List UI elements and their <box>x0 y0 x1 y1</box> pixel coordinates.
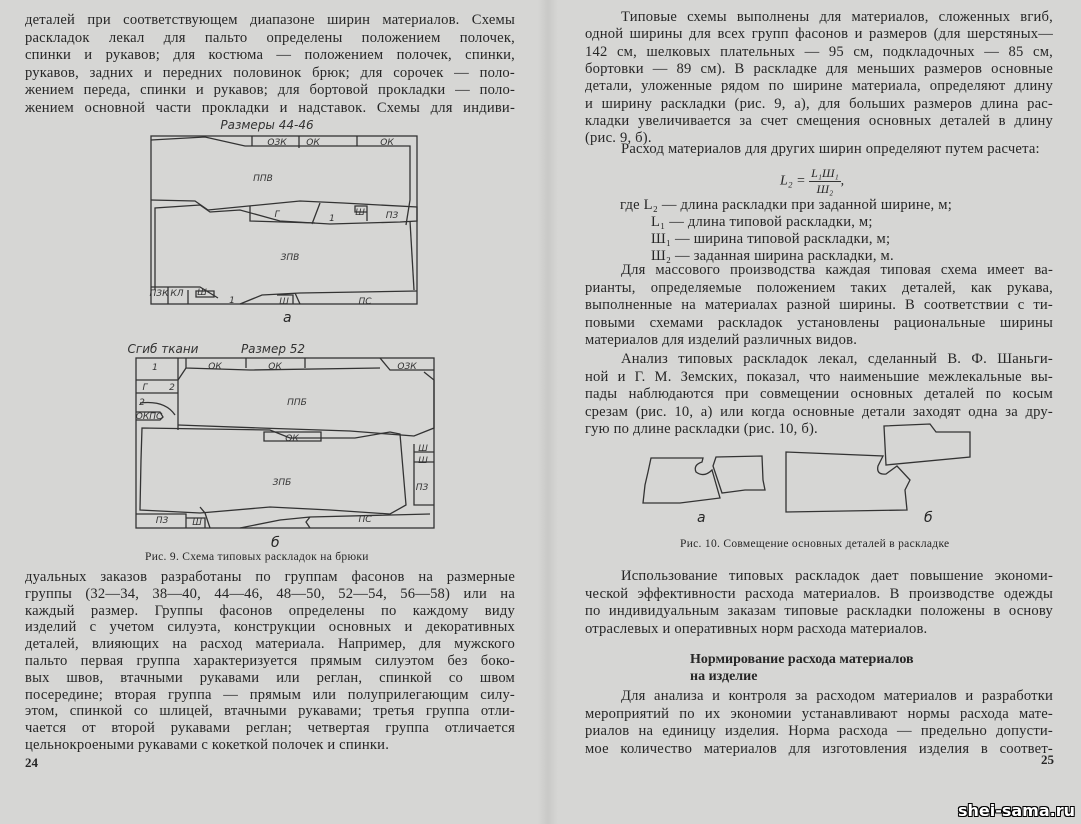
text-line: цельнокроеными рукавами с кокеткой полочек и спинки. <box>25 737 390 753</box>
figure-9a-part-label: Ш <box>197 288 207 298</box>
definition-line: Ш₁ — ширина типовой раскладки, м; <box>651 231 891 247</box>
text-line: группы (32—34, 38—40, 44—46, 48—50, 52—54, 56—58) или на <box>25 585 515 602</box>
text-line: Расход материалов для других ширин определяют путем расчета: <box>621 141 1040 157</box>
text-line: срезам (рис. 10, а) или когда основные детали заходят одна за дру- <box>585 403 1053 420</box>
text-line: (рис. 9, б). <box>585 130 652 147</box>
text-line: пальто первая группа характеризуется прямым силуэтом без боко- <box>25 653 515 669</box>
figure-9b-part-label: Г <box>142 383 148 393</box>
text-line: ческой эффективности расхода материалов. В производстве одежды <box>585 585 1053 602</box>
figure-10b-sub-label: б <box>924 510 933 526</box>
figure-9b-part-label: ОКПС <box>135 412 163 422</box>
figure-9b-part-label: ПС <box>358 515 372 525</box>
figure-10a-left-piece <box>643 458 720 503</box>
figure-9a-part-label: Ш <box>279 297 289 307</box>
figure-9b-part-label: ЗПБ <box>272 478 292 488</box>
formula-tail: , <box>840 173 845 189</box>
figure-9a-part-label: ПЗК <box>149 289 169 299</box>
text-line: детали, уложенные рядом по ширине материала, определяют длину <box>585 78 1053 95</box>
text-line: Использование типовых раскладок дает повышение экономи- <box>621 568 1053 584</box>
text-line: выполненные на материалах разной ширины. В соответствии с ти- <box>585 297 1053 314</box>
definition-line: где L₂ — длина раскладки при заданной ширине, м; <box>620 197 952 213</box>
text-line: Типовые схемы выполнены для материалов, сложенных вгиб, <box>621 9 1053 25</box>
text-line: 142 см, шелковых плательных — 95 см, подкладочных — 85 см, <box>585 43 1053 60</box>
formula-numerator: L₁Ш₁ <box>811 166 839 180</box>
figure-9a-part-label: ППВ <box>253 174 273 184</box>
figure-10a-sub-label: а <box>697 510 706 526</box>
text-line: пады наблюдаются при совмещении основных деталей по косым <box>585 386 1053 403</box>
text-line: Для массового производства каждая типовая схема имеет ва- <box>621 262 1053 278</box>
page-number-right: 25 <box>1041 752 1054 767</box>
figure-9a-part-label: ЗПВ <box>280 253 300 263</box>
figure-9b-part-label: ОЗК <box>397 362 417 372</box>
figure-9a-sub-label: а <box>283 310 292 326</box>
figure-10-caption: Рис. 10. Совмещение основных деталей в раскладке <box>680 538 950 550</box>
text-line: чается от второй рукавами реглан; четвертая группа отличается <box>25 720 515 737</box>
figure-9a-part-label: ПЗ <box>385 211 399 221</box>
figure-10b-base-piece <box>786 452 910 512</box>
figure-9a-part-label: КЛ <box>170 289 184 299</box>
text-line: риалов на единицу изделия. Норма расхода — предельно допусти- <box>585 723 1053 739</box>
figure-9b-part-label: ОК <box>268 362 282 372</box>
formula-denominator: Ш₂ <box>816 182 834 196</box>
figure-9b-part-label: ППБ <box>287 398 307 408</box>
figure-9a-part-label: Ш <box>355 208 365 218</box>
figure-9b-part-label: ПЗ <box>415 483 429 493</box>
text-line: Анализ типовых раскладок лекал, сделанный В. Ф. Шаньги- <box>621 351 1053 367</box>
watermark: shei-sama.ru <box>957 801 1075 820</box>
figure-9b-part-label: 2 <box>139 398 145 408</box>
figure-9b-part-label: ОК <box>285 434 299 444</box>
figure-9b-sub-label: б <box>271 535 280 551</box>
text-line: отраслевых и оперативных норм расхода материалов. <box>585 620 928 637</box>
text-line: гую по длине раскладки (рис. 10, б). <box>585 421 818 438</box>
text-line: спинки и рукавов; для костюма — положением полочек, спинки, <box>25 47 515 64</box>
formula-lhs: L₂ = <box>780 173 806 189</box>
figure-9b-part-label: 2 <box>169 383 175 393</box>
text-line: жением основной части прокладки и надставок. Схемы для индиви- <box>25 100 515 116</box>
text-line: материалов для изделий различных видов. <box>585 332 858 349</box>
text-line: Для анализа и контроля за расходом материалов и разработки <box>621 688 1053 704</box>
figure-9a-title: Размеры 44-46 <box>220 118 314 132</box>
figure-9b-part-label: 1 <box>152 363 158 373</box>
figure-9b-part-label: ОК <box>208 362 222 372</box>
figure-9a-part-label: ОК <box>380 138 394 148</box>
definition-line: L₁ — длина типовой раскладки, м; <box>651 214 873 230</box>
figure-9a-part-label: 1 <box>229 296 235 306</box>
text-line: деталей, влияющих на расход материала. Например, для мужского <box>25 636 515 653</box>
definition-line: Ш₂ — заданная ширина раскладки, м. <box>651 248 894 264</box>
figure-9a-part-label: ОЗК <box>267 138 287 148</box>
text-line: этом, спинкой со шлицей, втачными рукавами; третья группа отли- <box>25 703 515 720</box>
text-line: дуальных заказов разработаны по группам фасонов на размерные <box>25 569 515 585</box>
figure-9b-part-label: ПЗ <box>155 516 169 526</box>
text-line: жением переда, спинки и рукавов; для бортовой прокладки — поло- <box>25 82 515 99</box>
figure-9a-part-label: ПС <box>358 297 372 307</box>
text-line: вых швов, втачными рукавами или реглан, спинкой со швом <box>25 669 515 686</box>
text-line: каждый размер. Группы фасонов определены по каждому виду <box>25 602 515 619</box>
text-line: бортовки — 89 см). В раскладке для меньших размеров основные <box>585 60 1053 77</box>
text-line: рукавов, задних и передних половинок брюк; для сорочек — поло- <box>25 64 515 81</box>
text-line: ной и Г. М. Земских, показал, что наименьшие межлекальные вы- <box>585 368 1053 385</box>
figure-10a-right-piece <box>713 456 765 493</box>
text-line: рианты, определяемые положением таких деталей, как рукава, <box>585 279 1053 296</box>
text-line: мое количество материалов для изготовления изделия в соответ- <box>585 740 1053 757</box>
text-line: раскладок лекал для пальто определены положением полочек, <box>25 29 515 46</box>
figure-10b-overlap-piece <box>884 424 970 465</box>
figure-9-caption: Рис. 9. Схема типовых раскладок на брюки <box>145 551 369 563</box>
text-line: посередине; вторая группа — прямым или полуприлегающим силу- <box>25 686 515 703</box>
figure-9b-part-label: Ш <box>418 456 428 466</box>
figure-9b-title: Размер 52 <box>240 342 306 356</box>
figure-9a-part-label: 1 <box>329 214 335 224</box>
figure-9b-part-label: Ш <box>192 518 202 528</box>
figure-9a-part-label: ОК <box>306 138 320 148</box>
text-line: и ширину раскладки (рис. 9, а), для больших размеров длина рас- <box>585 95 1053 112</box>
figure-9b-part-label: Ш <box>418 444 428 454</box>
text-line: по индивидуальным заказам типовые раскладки положены в основу <box>585 603 1053 619</box>
text-line: деталей при соответствующем диапазоне ширин материалов. Схемы <box>25 12 515 28</box>
text-line: изделий с учетом силуэта, конструкции основных и декоративных <box>25 619 515 636</box>
page-number-left: 24 <box>25 755 38 770</box>
text-line: одной ширины для всех групп фасонов и размеров (для шерстяных— <box>585 26 1053 43</box>
section-heading-line-1: Нормирование расхода материалов <box>690 652 914 667</box>
section-heading-line-2: на изделие <box>690 669 758 684</box>
figure-9a-part-label: Г <box>274 210 280 220</box>
figure-9b-fold-label: Сгиб ткани <box>127 342 199 356</box>
text-line: мероприятий по их экономии устанавливают нормы расхода мате- <box>585 705 1053 722</box>
text-line: кладки увеличивается за счет смещения основных деталей в длину <box>585 112 1053 129</box>
text-line: повыми схемами раскладок установлены рациональные ширины <box>585 314 1053 331</box>
